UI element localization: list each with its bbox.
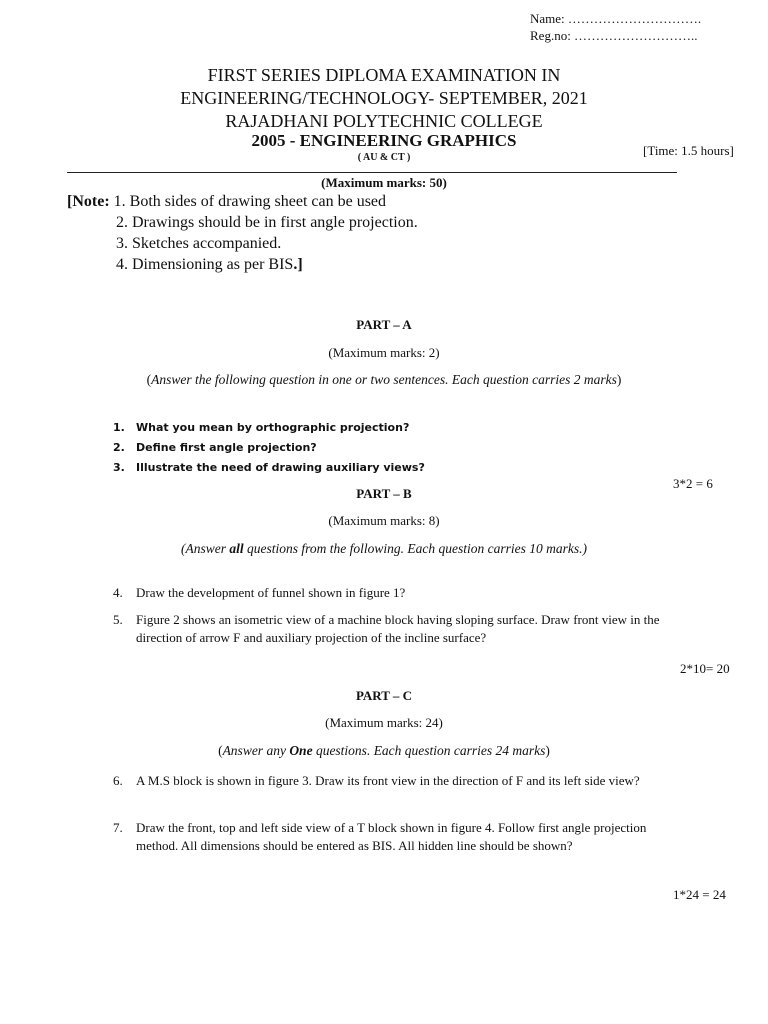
part-b-title: PART – B: [356, 486, 412, 501]
part-c-title: PART – C: [355, 688, 413, 703]
list-item: 3. Illustrate the need of drawing auxiliary views?: [113, 461, 425, 474]
part-a-marks: (Maximum marks: 2): [328, 345, 440, 360]
name-line: Name: ………………………….: [530, 11, 702, 26]
note-open: [Note:: [67, 193, 110, 210]
candidate-info: [530, 10, 701, 44]
list-item: 1. What you mean by orthographic projection?: [113, 421, 410, 434]
part-a-questions: [113, 418, 425, 478]
part-c-marks: (Maximum marks: 24): [325, 715, 443, 730]
part-b-marks: (Maximum marks: 8): [328, 513, 440, 528]
max-marks: (Maximum marks: 50): [321, 175, 447, 190]
part-a-tally: 3*2 = 6: [673, 476, 713, 491]
question-6: 6. A M.S block is shown in figure 3. Draw its front view in the direction of F and its left side view?: [113, 773, 640, 788]
exam-title-line2: ENGINEERING/TECHNOLOGY- SEPTEMBER, 2021: [180, 88, 588, 108]
note-item-3: 3. Sketches accompanied.: [116, 235, 282, 252]
part-b-instruction: (Answer all questions from the following. Each question carries 10 marks.): [181, 541, 587, 556]
part-b-tally: 2*10= 20: [680, 661, 730, 676]
question-5: 5. Figure 2 shows an isometric view of a machine block having sloping surface. Draw front view in the direction of arrow F and auxiliary projection of the incline surface?: [113, 612, 660, 645]
branches: ( AU & CT ): [357, 152, 411, 163]
part-c-tally: 1*24 = 24: [673, 887, 726, 902]
note-item-2: 2. Drawings should be in first angle projection.: [116, 214, 418, 231]
note-item-4: 4. Dimensioning as per BIS: [116, 256, 294, 273]
note-block: [67, 191, 418, 275]
list-item: 2. Define first angle projection?: [113, 441, 317, 454]
part-a-title: PART – A: [356, 317, 412, 332]
subject-title: 2005 - ENGINEERING GRAPHICS: [251, 131, 517, 150]
regno-line: Reg.no: ………………………..: [530, 28, 698, 43]
question-4: 4. Draw the development of funnel shown in figure 1?: [113, 585, 406, 600]
college-name: RAJADHANI POLYTECHNIC COLLEGE: [225, 111, 543, 131]
question-7: 7. Draw the front, top and left side view of a T block shown in figure 4. Follow first angle projection method. All dimensions should be entered as BIS. All hidden line should be shown?: [113, 820, 647, 853]
header-divider: [67, 172, 677, 173]
exam-time: [Time: 1.5 hours]: [643, 143, 734, 158]
exam-title-line1: FIRST SERIES DIPLOMA EXAMINATION IN: [207, 65, 561, 85]
part-c-instruction: (Answer any One questions. Each question carries 24 marks): [218, 743, 550, 758]
part-a-instruction: (Answer the following question in one or two sentences. Each question carries 2 marks): [146, 372, 622, 387]
note-item-1: 1. Both sides of drawing sheet can be used: [113, 193, 387, 210]
note-close: .]: [293, 256, 303, 273]
